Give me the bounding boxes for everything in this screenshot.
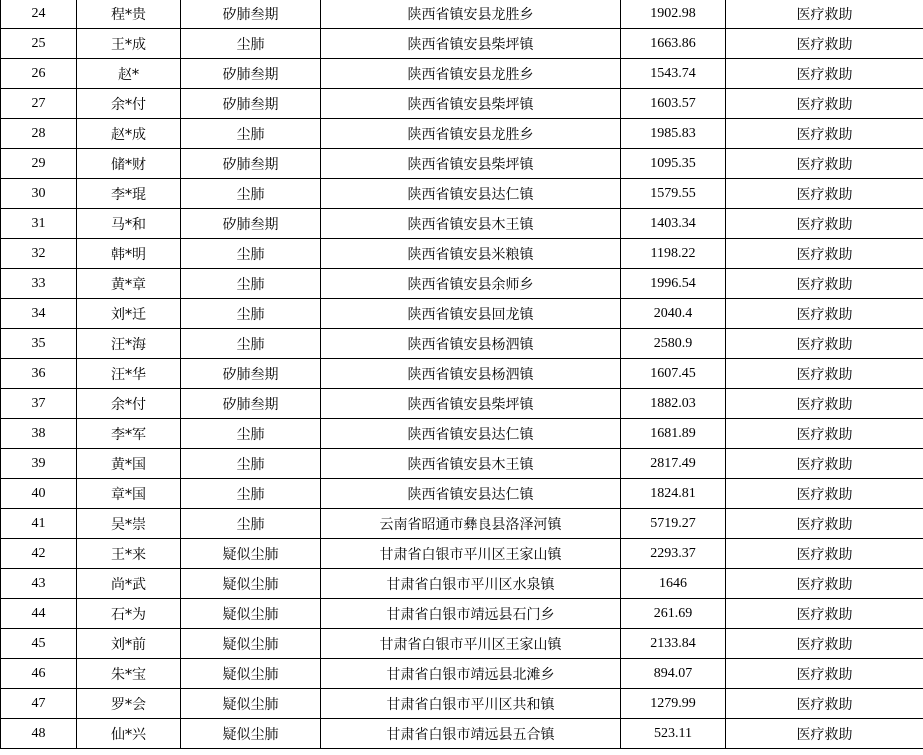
aid-amount-cell: 523.11 [621,719,726,749]
row-number-cell: 46 [1,659,77,689]
aid-amount-cell: 1985.83 [621,119,726,149]
address-cell: 甘肃省白银市靖远县石门乡 [321,599,621,629]
patient-name-cell: 马*和 [77,209,181,239]
address-cell: 陕西省镇安县回龙镇 [321,299,621,329]
diagnosis-cell: 尘肺 [181,269,321,299]
row-number-cell: 32 [1,239,77,269]
aid-type-cell: 医疗救助 [726,449,923,479]
patient-name-cell: 李*军 [77,419,181,449]
table-row [1,269,923,299]
table-row [1,689,923,719]
address-cell: 陕西省镇安县杨泗镇 [321,359,621,389]
address-cell: 陕西省镇安县柴坪镇 [321,149,621,179]
diagnosis-cell: 尘肺 [181,329,321,359]
row-number-cell: 44 [1,599,77,629]
address-cell: 陕西省镇安县达仁镇 [321,179,621,209]
aid-amount-cell: 1403.34 [621,209,726,239]
diagnosis-cell: 尘肺 [181,479,321,509]
row-number-cell: 35 [1,329,77,359]
diagnosis-cell: 疑似尘肺 [181,629,321,659]
address-cell: 甘肃省白银市平川区共和镇 [321,689,621,719]
table-row [1,419,923,449]
patient-name-cell: 汪*华 [77,359,181,389]
patient-name-cell: 王*来 [77,539,181,569]
diagnosis-cell: 尘肺 [181,419,321,449]
patient-name-cell: 石*为 [77,599,181,629]
address-cell: 甘肃省白银市靖远县北滩乡 [321,659,621,689]
diagnosis-cell: 尘肺 [181,29,321,59]
table-row [1,119,923,149]
table-row [1,209,923,239]
aid-type-cell: 医疗救助 [726,719,923,749]
aid-type-cell: 医疗救助 [726,329,923,359]
patient-name-cell: 朱*宝 [77,659,181,689]
diagnosis-cell: 矽肺叁期 [181,359,321,389]
aid-type-cell: 医疗救助 [726,59,923,89]
table-row [1,659,923,689]
patient-name-cell: 黄*国 [77,449,181,479]
aid-amount-cell: 1279.99 [621,689,726,719]
row-number-cell: 29 [1,149,77,179]
aid-amount-cell: 2133.84 [621,629,726,659]
diagnosis-cell: 疑似尘肺 [181,569,321,599]
diagnosis-cell: 矽肺叁期 [181,389,321,419]
aid-type-cell: 医疗救助 [726,539,923,569]
row-number-cell: 48 [1,719,77,749]
aid-amount-cell: 2293.37 [621,539,726,569]
aid-type-cell: 医疗救助 [726,119,923,149]
diagnosis-cell: 矽肺叁期 [181,59,321,89]
table-row [1,599,923,629]
diagnosis-cell: 矽肺叁期 [181,89,321,119]
aid-type-cell: 医疗救助 [726,599,923,629]
table-row [1,149,923,179]
aid-type-cell: 医疗救助 [726,269,923,299]
table-row [1,389,923,419]
aid-type-cell: 医疗救助 [726,89,923,119]
table-row [1,179,923,209]
table-row [1,509,923,539]
table-row [1,329,923,359]
patient-name-cell: 章*国 [77,479,181,509]
diagnosis-cell: 尘肺 [181,449,321,479]
aid-amount-cell: 2580.9 [621,329,726,359]
row-number-cell: 39 [1,449,77,479]
diagnosis-cell: 疑似尘肺 [181,599,321,629]
row-number-cell: 36 [1,359,77,389]
aid-type-cell: 医疗救助 [726,629,923,659]
row-number-cell: 33 [1,269,77,299]
row-number-cell: 38 [1,419,77,449]
aid-type-cell: 医疗救助 [726,209,923,239]
table-row [1,0,923,29]
diagnosis-cell: 尘肺 [181,119,321,149]
aid-amount-cell: 261.69 [621,599,726,629]
patient-name-cell: 刘*迁 [77,299,181,329]
table-row [1,539,923,569]
diagnosis-cell: 矽肺叁期 [181,209,321,239]
diagnosis-cell: 矽肺叁期 [181,0,321,29]
aid-amount-cell: 1824.81 [621,479,726,509]
address-cell: 陕西省镇安县龙胜乡 [321,119,621,149]
table-row [1,299,923,329]
address-cell: 陕西省镇安县达仁镇 [321,479,621,509]
row-number-cell: 25 [1,29,77,59]
address-cell: 陕西省镇安县达仁镇 [321,419,621,449]
aid-amount-cell: 2040.4 [621,299,726,329]
aid-amount-cell: 1198.22 [621,239,726,269]
row-number-cell: 34 [1,299,77,329]
row-number-cell: 41 [1,509,77,539]
aid-type-cell: 医疗救助 [726,479,923,509]
aid-amount-cell: 1095.35 [621,149,726,179]
patient-name-cell: 仙*兴 [77,719,181,749]
row-number-cell: 37 [1,389,77,419]
aid-type-cell: 医疗救助 [726,509,923,539]
aid-type-cell: 医疗救助 [726,569,923,599]
diagnosis-cell: 尘肺 [181,299,321,329]
diagnosis-cell: 尘肺 [181,509,321,539]
patient-name-cell: 余*付 [77,389,181,419]
aid-amount-cell: 894.07 [621,659,726,689]
aid-amount-cell: 1902.98 [621,0,726,29]
address-cell: 甘肃省白银市平川区王家山镇 [321,539,621,569]
table-row [1,449,923,479]
address-cell: 甘肃省白银市平川区水泉镇 [321,569,621,599]
patient-name-cell: 李*琨 [77,179,181,209]
row-number-cell: 24 [1,0,77,29]
table-row [1,479,923,509]
patient-name-cell: 刘*前 [77,629,181,659]
aid-type-cell: 医疗救助 [726,689,923,719]
aid-type-cell: 医疗救助 [726,29,923,59]
aid-type-cell: 医疗救助 [726,389,923,419]
patient-name-cell: 黄*章 [77,269,181,299]
aid-amount-cell: 1663.86 [621,29,726,59]
address-cell: 陕西省镇安县柴坪镇 [321,29,621,59]
aid-type-cell: 医疗救助 [726,239,923,269]
row-number-cell: 40 [1,479,77,509]
patient-name-cell: 赵* [77,59,181,89]
patient-name-cell: 汪*海 [77,329,181,359]
table-row [1,89,923,119]
aid-amount-cell: 1603.57 [621,89,726,119]
patient-name-cell: 赵*成 [77,119,181,149]
aid-amount-cell: 1579.55 [621,179,726,209]
table-row [1,59,923,89]
address-cell: 陕西省镇安县柴坪镇 [321,89,621,119]
address-cell: 陕西省镇安县柴坪镇 [321,389,621,419]
patient-name-cell: 吴*崇 [77,509,181,539]
table-row [1,569,923,599]
table-row [1,359,923,389]
aid-table-body [1,0,923,749]
aid-type-cell: 医疗救助 [726,299,923,329]
row-number-cell: 47 [1,689,77,719]
address-cell: 陕西省镇安县杨泗镇 [321,329,621,359]
row-number-cell: 27 [1,89,77,119]
address-cell: 陕西省镇安县木王镇 [321,209,621,239]
address-cell: 陕西省镇安县龙胜乡 [321,0,621,29]
address-cell: 陕西省镇安县木王镇 [321,449,621,479]
aid-amount-cell: 1996.54 [621,269,726,299]
aid-type-cell: 医疗救助 [726,359,923,389]
aid-amount-cell: 2817.49 [621,449,726,479]
address-cell: 甘肃省白银市平川区王家山镇 [321,629,621,659]
aid-amount-cell: 1607.45 [621,359,726,389]
table-row [1,719,923,749]
address-cell: 陕西省镇安县米粮镇 [321,239,621,269]
address-cell: 云南省昭通市彝良县洛泽河镇 [321,509,621,539]
patient-name-cell: 罗*会 [77,689,181,719]
aid-type-cell: 医疗救助 [726,419,923,449]
row-number-cell: 31 [1,209,77,239]
diagnosis-cell: 疑似尘肺 [181,719,321,749]
diagnosis-cell: 疑似尘肺 [181,659,321,689]
diagnosis-cell: 尘肺 [181,179,321,209]
patient-name-cell: 储*财 [77,149,181,179]
patient-name-cell: 尚*武 [77,569,181,599]
diagnosis-cell: 疑似尘肺 [181,539,321,569]
address-cell: 陕西省镇安县余师乡 [321,269,621,299]
table-row [1,629,923,659]
aid-amount-cell: 1882.03 [621,389,726,419]
diagnosis-cell: 矽肺叁期 [181,149,321,179]
aid-type-cell: 医疗救助 [726,0,923,29]
diagnosis-cell: 尘肺 [181,239,321,269]
row-number-cell: 42 [1,539,77,569]
aid-amount-cell: 1646 [621,569,726,599]
aid-type-cell: 医疗救助 [726,179,923,209]
diagnosis-cell: 疑似尘肺 [181,689,321,719]
aid-amount-cell: 1681.89 [621,419,726,449]
address-cell: 甘肃省白银市靖远县五合镇 [321,719,621,749]
aid-amount-cell: 1543.74 [621,59,726,89]
row-number-cell: 26 [1,59,77,89]
table-row [1,239,923,269]
patient-name-cell: 王*成 [77,29,181,59]
aid-type-cell: 医疗救助 [726,659,923,689]
row-number-cell: 43 [1,569,77,599]
address-cell: 陕西省镇安县龙胜乡 [321,59,621,89]
row-number-cell: 28 [1,119,77,149]
patient-name-cell: 余*付 [77,89,181,119]
patient-name-cell: 韩*明 [77,239,181,269]
patient-name-cell: 程*贵 [77,0,181,29]
aid-amount-cell: 5719.27 [621,509,726,539]
table-row [1,29,923,59]
aid-type-cell: 医疗救助 [726,149,923,179]
row-number-cell: 45 [1,629,77,659]
row-number-cell: 30 [1,179,77,209]
